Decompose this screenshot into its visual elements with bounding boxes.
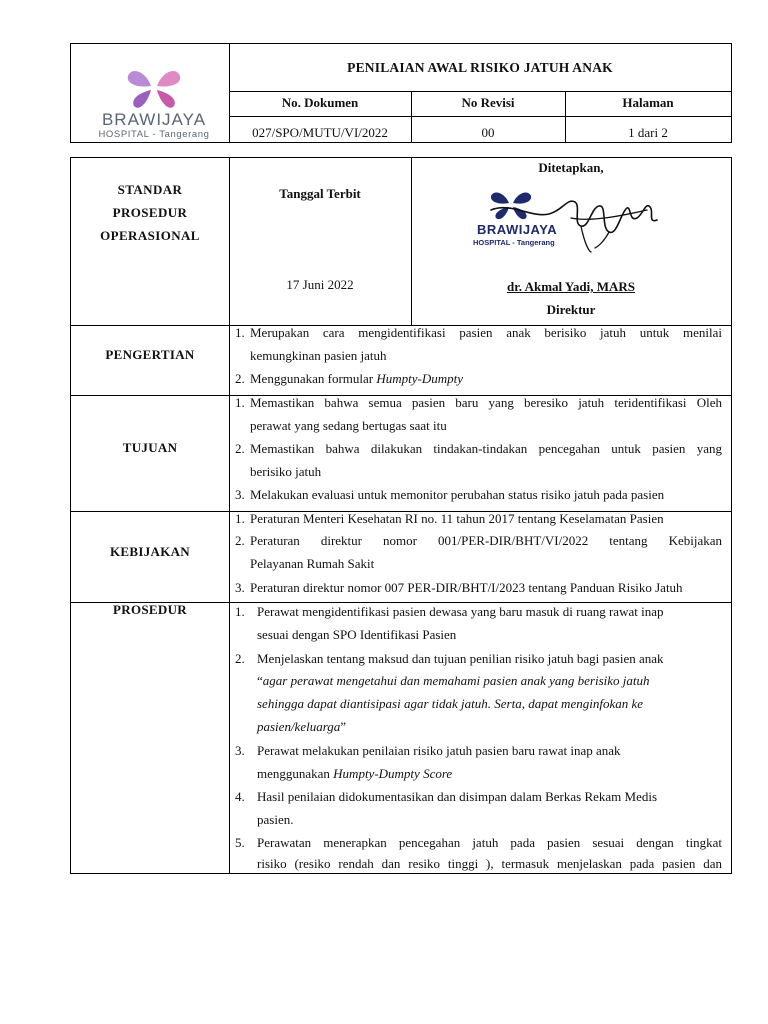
list-item-line: pasien. [257, 812, 294, 827]
sop-cell [70, 157, 230, 326]
kebijakan-label: KEBIJAKAN [110, 544, 190, 559]
list-number: 3. [235, 487, 245, 502]
section-label-kebijakan [70, 511, 230, 603]
doc-number-cell [229, 91, 412, 143]
revision-label: No Revisi [461, 95, 515, 110]
document-title: PENILAIAN AWAL RISIKO JATUH ANAK [229, 43, 732, 92]
list-item-line: Hasil penilaian didokumentasikan dan disimpan dalam Berkas Rekam Medis [257, 789, 658, 804]
quote-text: pasien/keluarga [257, 719, 341, 734]
list-number: 1. [235, 604, 245, 619]
logo-brand-text: BRAWIJAYA [101, 110, 207, 129]
list-item-line: Perawat melakukan penilaian risiko jatuh pasien baru rawat inap anak [257, 743, 621, 758]
list-item-line: Pelayanan Rumah Sakit [250, 556, 375, 571]
list-number: 2. [235, 371, 245, 386]
issue-date-cell [229, 157, 412, 326]
list-item-text: Menggunakan formular [250, 371, 377, 386]
pengertian-label: PENGERTIAN [105, 347, 195, 362]
sop-line-2: PROSEDUR [112, 205, 188, 220]
list-number: 2. [235, 533, 245, 548]
logo-sub-text: HOSPITAL - Tangerang [98, 129, 210, 140]
list-number: 1. [235, 511, 245, 526]
list-item-italic: Humpty-Dumpty [376, 371, 464, 386]
prosedur-label: PROSEDUR [113, 602, 187, 617]
section-body-prosedur [229, 602, 732, 874]
list-item-italic: Humpty-Dumpty Score [333, 766, 453, 781]
page-cell [565, 91, 732, 143]
list-number: 1. [235, 395, 245, 410]
list-number: 5. [235, 835, 245, 850]
revision-cell [411, 91, 566, 143]
stamp-brand-text: BRAWIJAYA [477, 222, 558, 237]
section-label-pengertian [70, 325, 230, 396]
butterfly-logo-icon [89, 66, 219, 110]
list-number: 2. [235, 651, 245, 666]
signatory-name: dr. Akmal Yadi, MARS [507, 279, 635, 294]
sop-line-3: OPERASIONAL [100, 228, 200, 243]
section-body-kebijakan [229, 511, 732, 603]
quote-open: “ [257, 673, 263, 688]
quote-text: agar perawat mengetahui dan memahami pasien anak yang berisiko jatuh [262, 673, 650, 688]
list-item-line: Peraturan Menteri Kesehatan RI no. 11 tahun 2017 tentang Keselamatan Pasien [250, 511, 664, 526]
revision-value: 00 [481, 125, 495, 140]
list-item-line: Melakukan evaluasi untuk memonitor perubahan status risiko jatuh pada pasien [250, 487, 665, 502]
section-body-tujuan [229, 395, 732, 512]
signature-icon [471, 188, 671, 254]
quote-close: ” [340, 719, 347, 734]
quote-line: sehingga dapat diantisipasi agar tidak jatuh. Serta, dapat menginfokan ke [257, 696, 644, 711]
list-item-line: perawat yang sedang bertugas saat itu [250, 418, 447, 433]
list-item-line: Perawatan menerapkan pencegahan jatuh pada pasien sesuai dengan tingkat [257, 835, 722, 850]
section-label-prosedur [70, 602, 230, 874]
sop-line-1: STANDAR [117, 182, 183, 197]
list-item-line: Merupakan cara mengidentifikasi pasien anak berisiko jatuh untuk menilai [250, 325, 722, 340]
doc-number-label: No. Dokumen [281, 95, 359, 110]
section-label-tujuan [70, 395, 230, 512]
list-item-line: berisiko jatuh [250, 464, 322, 479]
list-item-line: Peraturan direktur nomor 007 PER-DIR/BHT/I/2023 tentang Panduan Risiko Jatuh [250, 580, 683, 595]
list-number: 3. [235, 580, 245, 595]
page-label: Halaman [622, 95, 674, 110]
list-item-line: kemungkinan pasien jatuh [250, 348, 387, 363]
quote-line [257, 719, 346, 735]
tujuan-label: TUJUAN [122, 440, 178, 455]
issue-date-label: Tanggal Terbit [279, 186, 361, 201]
list-item-line: Menjelaskan tentang maksud dan tujuan penilian risiko jatuh bagi pasien anak [257, 651, 664, 666]
list-item-line: risiko (resiko rendah dan resiko tinggi ), termasuk menjelaskan pada pasien dan [257, 856, 722, 871]
approved-label: Ditetapkan, [538, 160, 604, 175]
list-item-line: sesuai dengan SPO Identifikasi Pasien [257, 627, 457, 642]
quote-line [257, 673, 650, 689]
page-value: 1 dari 2 [628, 125, 668, 140]
issue-date-value: 17 Juni 2022 [286, 277, 354, 292]
stamp-sub-text: HOSPITAL - Tangerang [473, 238, 555, 247]
list-number: 2. [235, 441, 245, 456]
list-item-text: menggunakan [257, 766, 334, 781]
doc-number-value: 027/SPO/MUTU/VI/2022 [252, 125, 388, 140]
list-number: 3. [235, 743, 245, 758]
section-body-pengertian [229, 325, 732, 396]
list-number: 4. [235, 789, 245, 804]
list-item-line: Peraturan direktur nomor 001/PER-DIR/BHT/VI/2022 tentang Kebijakan [250, 533, 722, 548]
list-item-line [257, 766, 452, 782]
list-item-line [250, 371, 463, 387]
list-item-line: Memastikan bahwa semua pasien baru yang beresiko jatuh teridentifikasi Oleh [250, 395, 722, 410]
list-item-line: Memastikan bahwa dilakukan tindakan-tindakan pencegahan untuk pasien yang [250, 441, 722, 456]
approval-stamp [471, 188, 671, 254]
approval-cell [411, 157, 732, 326]
signatory-title: Direktur [546, 302, 596, 317]
header-logo-cell [70, 43, 230, 143]
list-number: 1. [235, 325, 245, 340]
list-item-line: Perawat mengidentifikasi pasien dewasa yang baru masuk di ruang rawat inap [257, 604, 664, 619]
